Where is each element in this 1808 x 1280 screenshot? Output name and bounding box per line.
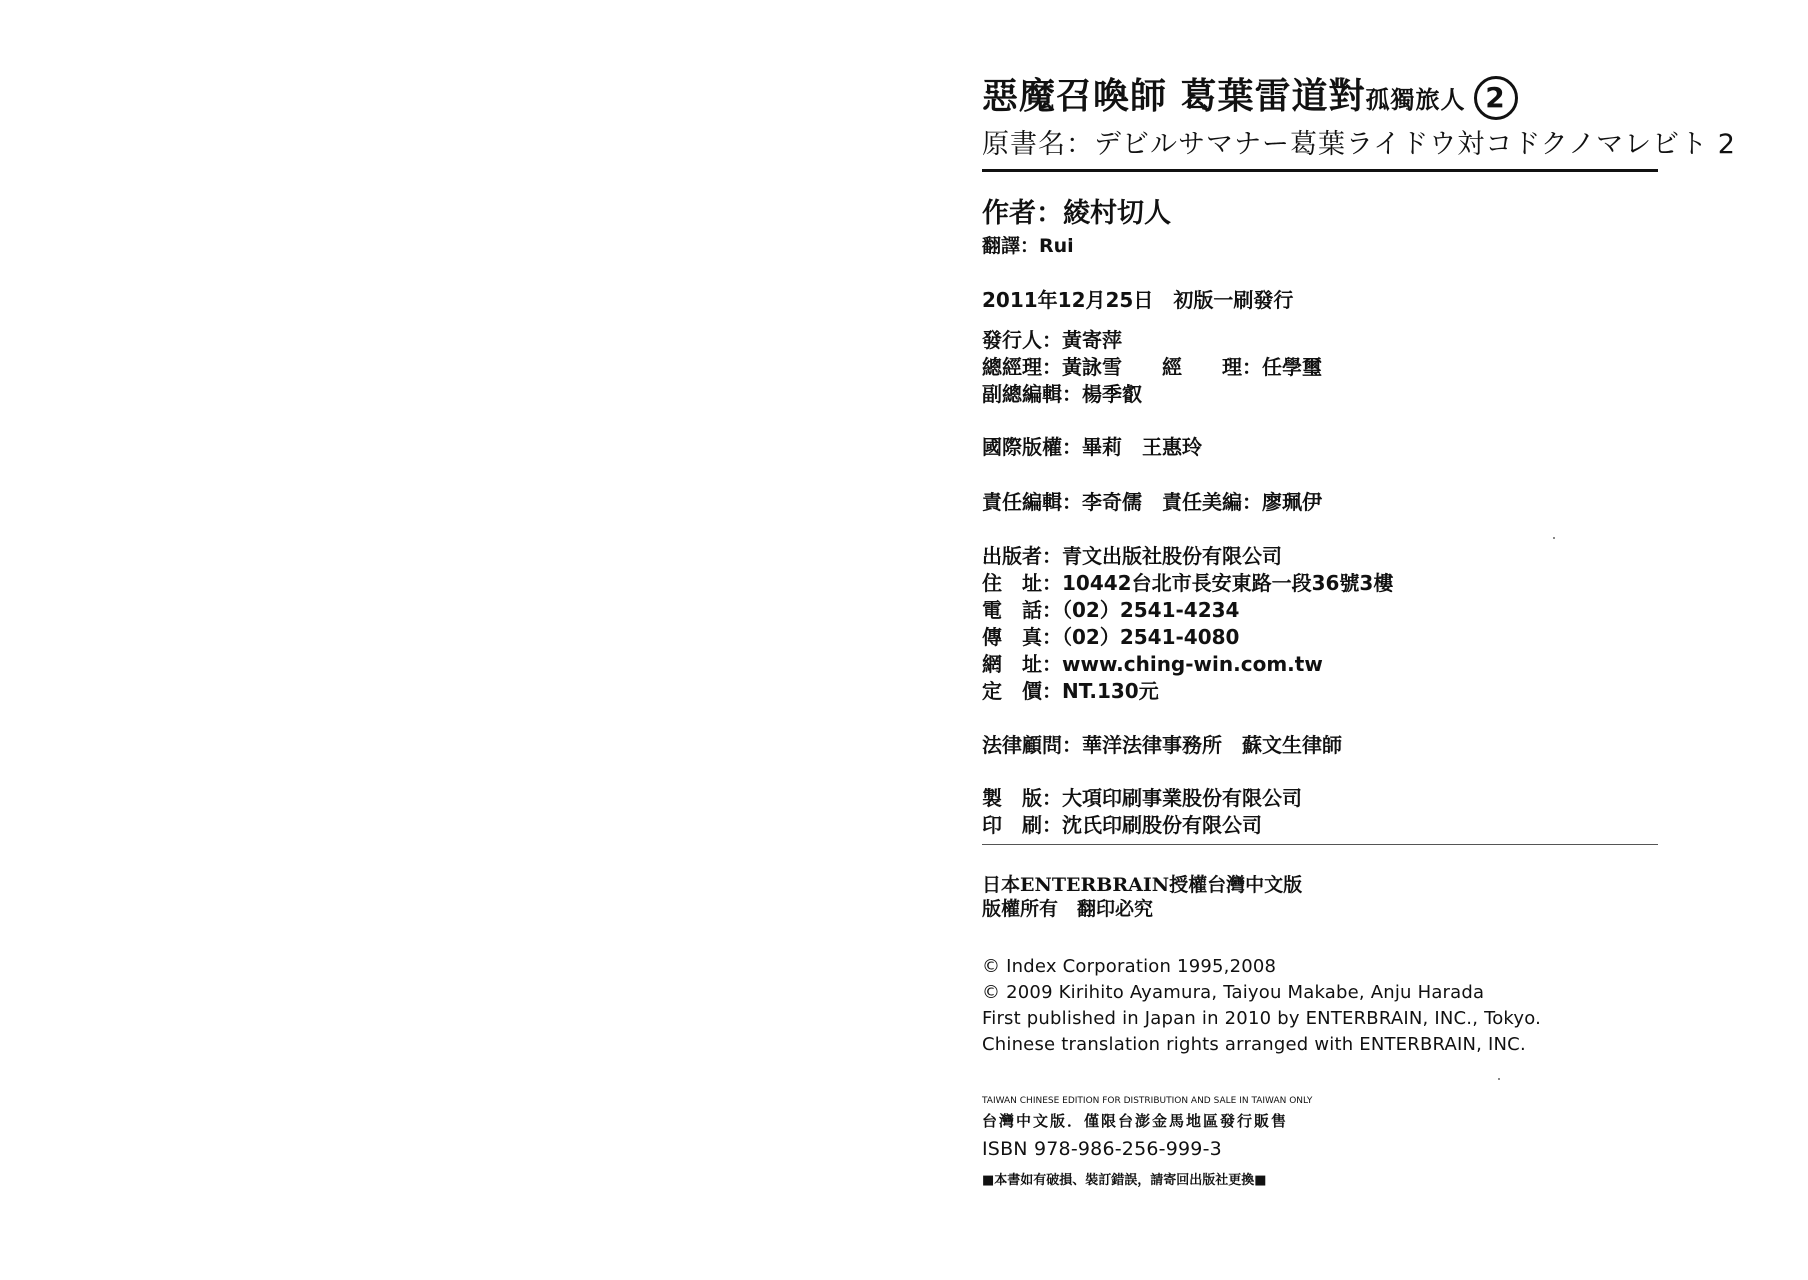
phone: 電 話：（02）2541-4234 xyxy=(982,598,1240,622)
license-notice: 日本ENTERBRAIN授權台灣中文版 xyxy=(982,874,1303,896)
legal-counsel: 法律顧問：華洋法律事務所 蘇文生律師 xyxy=(982,733,1342,757)
plate-making: 製 版：大項印刷事業股份有限公司 xyxy=(982,786,1302,810)
section-divider xyxy=(982,844,1658,845)
editors: 責任編輯：李奇儒 責任美編：廖珮伊 xyxy=(982,490,1322,514)
title-divider xyxy=(982,169,1658,172)
original-title: 原書名：デビルサマナー葛葉ライドウ対コドクノマレビト 2 xyxy=(982,129,1736,160)
distribution-english: TAIWAN CHINESE EDITION FOR DISTRIBUTION AND SALE IN TAIWAN ONLY xyxy=(982,1096,1313,1106)
book-title-sub: 孤獨旅人 xyxy=(1365,86,1466,114)
general-manager: 總經理：黃詠雪 xyxy=(982,355,1122,379)
rights-reserved: 版權所有 翻印必究 xyxy=(982,898,1154,920)
price: 定 價：NT.130元 xyxy=(982,679,1159,703)
printer: 印 刷：沈氏印刷股份有限公司 xyxy=(982,813,1262,837)
isbn: ISBN 978-986-256-999-3 xyxy=(982,1138,1222,1160)
author: 作者：綾村切人 xyxy=(982,198,1171,229)
translation-rights: Chinese translation rights arranged with ENTERBRAIN, INC. xyxy=(982,1034,1526,1055)
book-title xyxy=(982,68,1518,120)
scan-speck xyxy=(1553,537,1555,539)
copyright-authors: © 2009 Kirihito Ayamura, Taiyou Makabe, Anju Harada xyxy=(982,982,1485,1003)
fax: 傳 真：（02）2541-4080 xyxy=(982,625,1240,649)
deputy-editor: 副總編輯：楊季叡 xyxy=(982,382,1142,406)
return-notice: ■本書如有破損、裝訂錯誤，請寄回出版社更換■ xyxy=(982,1173,1267,1188)
book-title-main: 惡魔召喚師 葛葉雷道對 xyxy=(982,76,1366,117)
manager: 經 理：任學璽 xyxy=(1162,355,1322,379)
publisher: 出版者：青文出版社股份有限公司 xyxy=(982,544,1282,568)
copyright-index: © Index Corporation 1995,2008 xyxy=(982,956,1277,977)
international-rights: 國際版權：畢莉 王惠玲 xyxy=(982,435,1202,459)
publisher-person: 發行人：黃寄萍 xyxy=(982,328,1122,352)
management-line xyxy=(982,351,1322,380)
distribution-chinese: 台灣中文版．僅限台澎金馬地區發行販售 xyxy=(982,1112,1289,1130)
address: 住 址：10442台北市長安東路一段36號3樓 xyxy=(982,571,1394,595)
first-published: First published in Japan in 2010 by ENTERBRAIN, INC., Tokyo. xyxy=(982,1008,1542,1029)
scan-speck xyxy=(1498,1078,1500,1080)
volume-number: 2 xyxy=(1474,76,1518,120)
website: 網 址：www.ching-win.com.tw xyxy=(982,652,1323,676)
edition-date: 2011年12月25日 初版一刷發行 xyxy=(982,288,1294,312)
translator: 翻譯：Rui xyxy=(982,235,1074,257)
